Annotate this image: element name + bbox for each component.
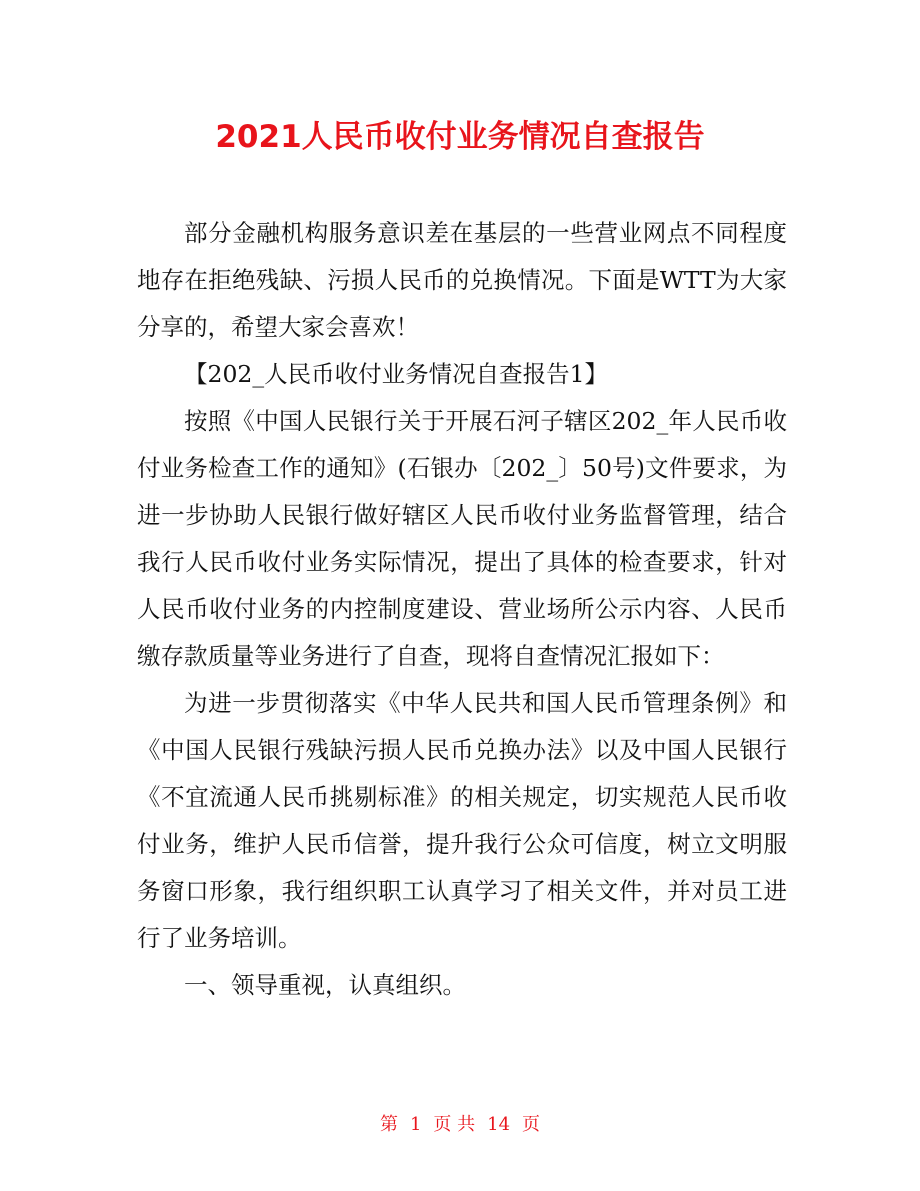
document-title: 2021人民币收付业务情况自查报告: [215, 119, 705, 155]
document-body: [137, 210, 787, 1009]
footer-suffix: 页: [522, 1114, 541, 1135]
paragraph-section-heading: 【202_人民币收付业务情况自查报告1】: [184, 360, 609, 388]
footer-current-page: 1: [409, 1114, 422, 1135]
footer-total-pages: 14: [487, 1114, 511, 1135]
page-footer: [0, 1110, 920, 1140]
paragraph-heading-one: 一、领导重视，认真组织。: [184, 971, 466, 999]
footer-prefix: 第: [379, 1114, 398, 1135]
paragraph-regulations: 为进一步贯彻落实《中华人民共和国人民币管理条例》和《中国人民银行残缺污损人民币兑换办法》以及中国人民银行《不宜流通人民币挑剔标准》的相关规定，切实规范人民币收付业务，维护人民币信誉，提升我行公众可信度，树立文明服务窗口形象，我行组织职工认真学习了相关文件，并对员工进行了业务培训。: [137, 689, 787, 952]
footer-middle: 页 共: [433, 1114, 476, 1135]
paragraph-notice: 按照《中国人民银行关于开展石河子辖区202_年人民币收付业务检查工作的通知》(石银办〔202_〕50号)文件要求，为进一步协助人民银行做好辖区人民币收付业务监督管理，结合我行人民币收付业务实际情况，提出了具体的检查要求，针对人民币收付业务的内控制度建设、营业场所公示内容、人民币缴存款质量等业务进行了自查，现将自查情况汇报如下：: [137, 407, 787, 670]
paragraph-intro: 部分金融机构服务意识差在基层的一些营业网点不同程度地存在拒绝残缺、污损人民币的兑换情况。下面是WTT为大家分享的，希望大家会喜欢！: [137, 219, 787, 341]
